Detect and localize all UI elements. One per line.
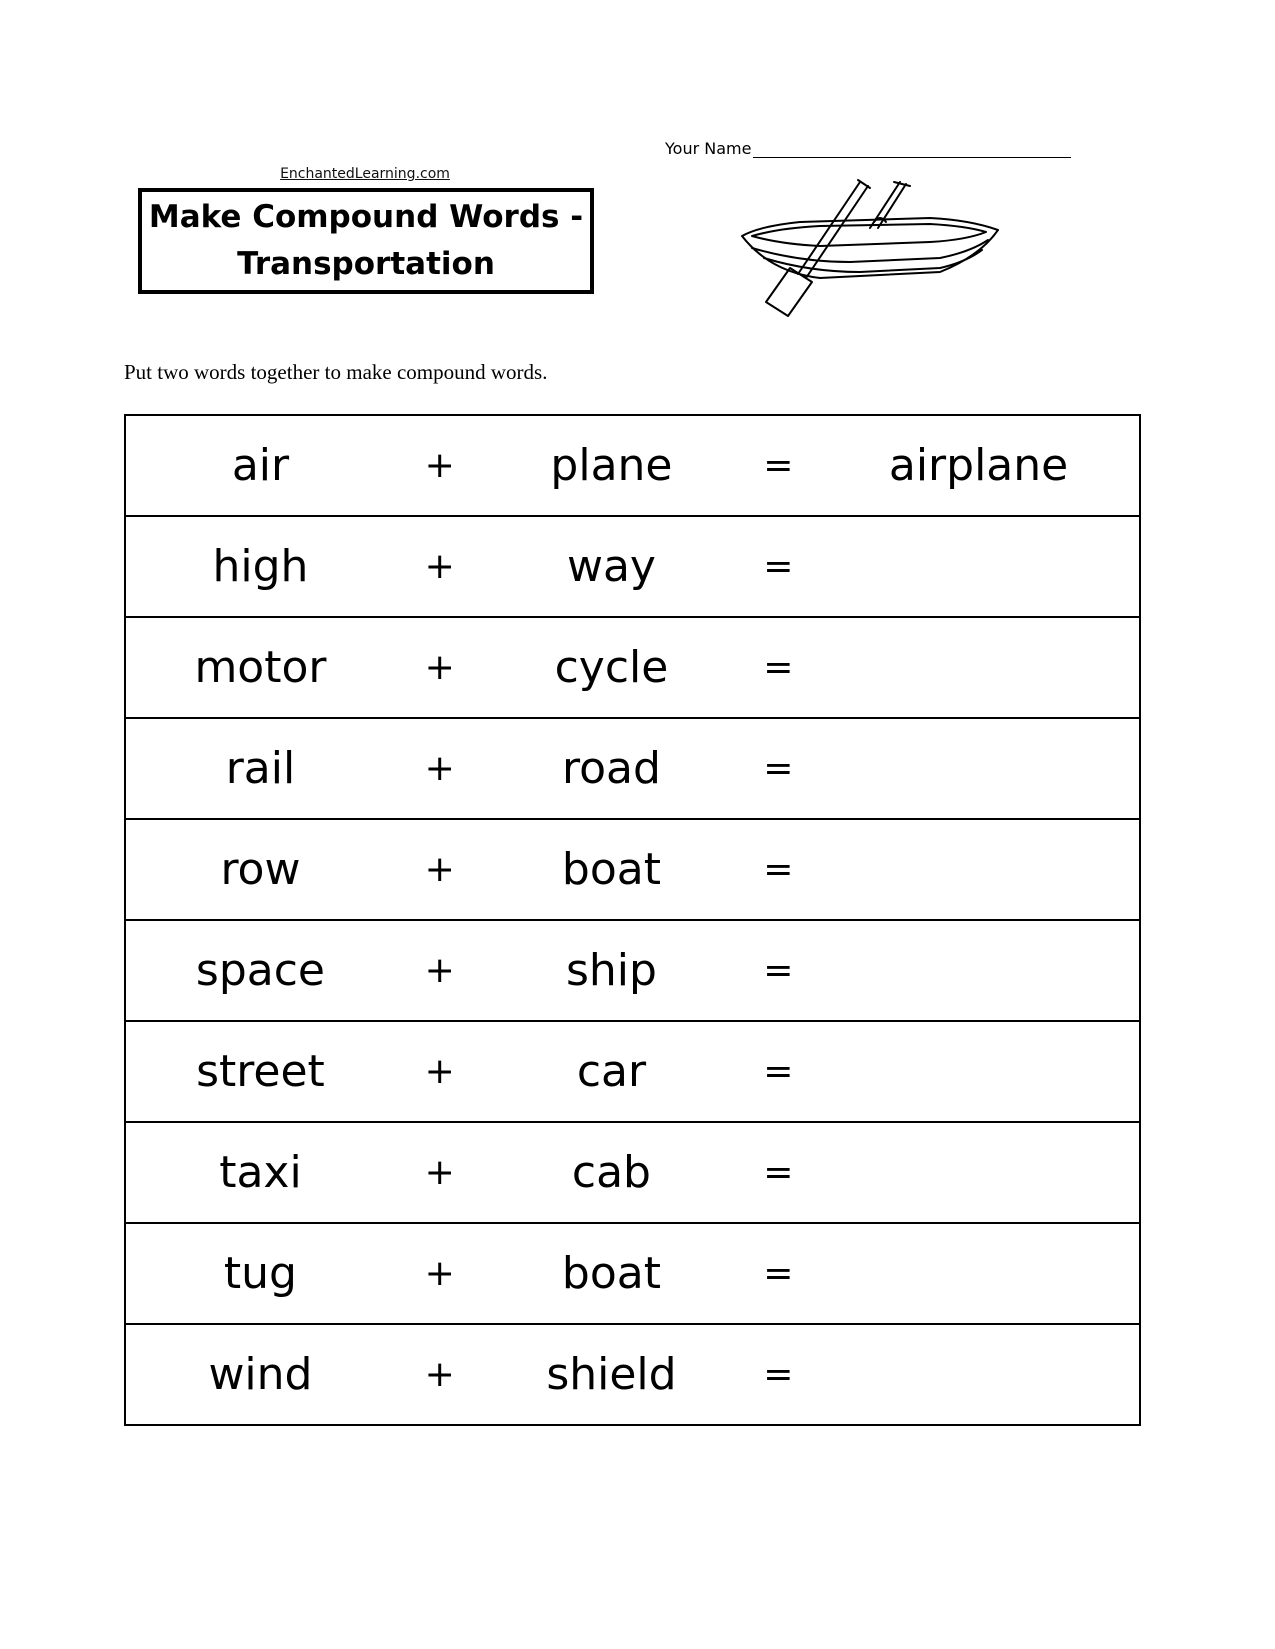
site-credit: EnchantedLearning.com xyxy=(280,166,450,182)
rowboat-icon xyxy=(740,176,1000,326)
compound-words-table xyxy=(124,414,1141,1426)
second-word: shield xyxy=(484,1324,738,1425)
answer-cell[interactable]: airplane xyxy=(818,415,1140,516)
equals-sign: = xyxy=(738,1324,818,1425)
equals-sign: = xyxy=(738,1021,818,1122)
name-blank-line xyxy=(753,139,1071,158)
second-word: way xyxy=(484,516,738,617)
plus-sign: + xyxy=(395,1021,485,1122)
equals-sign: = xyxy=(738,1223,818,1324)
plus-sign: + xyxy=(395,718,485,819)
table-row xyxy=(125,617,1140,718)
name-label: Your Name xyxy=(665,139,752,158)
first-word: taxi xyxy=(125,1122,395,1223)
worksheet-title xyxy=(138,188,594,294)
plus-sign: + xyxy=(395,415,485,516)
plus-sign: + xyxy=(395,516,485,617)
second-word: ship xyxy=(484,920,738,1021)
answer-cell[interactable] xyxy=(818,617,1140,718)
answer-cell[interactable] xyxy=(818,1122,1140,1223)
equals-sign: = xyxy=(738,1122,818,1223)
second-word: cycle xyxy=(484,617,738,718)
plus-sign: + xyxy=(395,1324,485,1425)
answer-cell[interactable] xyxy=(818,1021,1140,1122)
answer-cell[interactable] xyxy=(818,1324,1140,1425)
equals-sign: = xyxy=(738,617,818,718)
first-word: space xyxy=(125,920,395,1021)
table-row xyxy=(125,718,1140,819)
equals-sign: = xyxy=(738,819,818,920)
equals-sign: = xyxy=(738,415,818,516)
second-word: road xyxy=(484,718,738,819)
first-word: row xyxy=(125,819,395,920)
equals-sign: = xyxy=(738,920,818,1021)
first-word: high xyxy=(125,516,395,617)
plus-sign: + xyxy=(395,1223,485,1324)
second-word: car xyxy=(484,1021,738,1122)
table-row xyxy=(125,1122,1140,1223)
name-field xyxy=(665,139,1071,158)
table-row xyxy=(125,415,1140,516)
first-word: street xyxy=(125,1021,395,1122)
second-word: plane xyxy=(484,415,738,516)
table-row xyxy=(125,1021,1140,1122)
first-word: air xyxy=(125,415,395,516)
plus-sign: + xyxy=(395,1122,485,1223)
title-line-1: Make Compound Words - xyxy=(148,199,584,235)
title-line-2: Transportation xyxy=(237,246,495,282)
first-word: tug xyxy=(125,1223,395,1324)
instructions: Put two words together to make compound words. xyxy=(124,360,548,384)
table-row xyxy=(125,1223,1140,1324)
second-word: boat xyxy=(484,819,738,920)
first-word: motor xyxy=(125,617,395,718)
first-word: rail xyxy=(125,718,395,819)
first-word: wind xyxy=(125,1324,395,1425)
equals-sign: = xyxy=(738,718,818,819)
second-word: cab xyxy=(484,1122,738,1223)
plus-sign: + xyxy=(395,819,485,920)
answer-cell[interactable] xyxy=(818,516,1140,617)
answer-cell[interactable] xyxy=(818,819,1140,920)
plus-sign: + xyxy=(395,617,485,718)
answer-cell[interactable] xyxy=(818,718,1140,819)
answer-cell[interactable] xyxy=(818,920,1140,1021)
answer-cell[interactable] xyxy=(818,1223,1140,1324)
plus-sign: + xyxy=(395,920,485,1021)
table-row xyxy=(125,1324,1140,1425)
second-word: boat xyxy=(484,1223,738,1324)
table-row xyxy=(125,516,1140,617)
table-row xyxy=(125,819,1140,920)
equals-sign: = xyxy=(738,516,818,617)
table-row xyxy=(125,920,1140,1021)
